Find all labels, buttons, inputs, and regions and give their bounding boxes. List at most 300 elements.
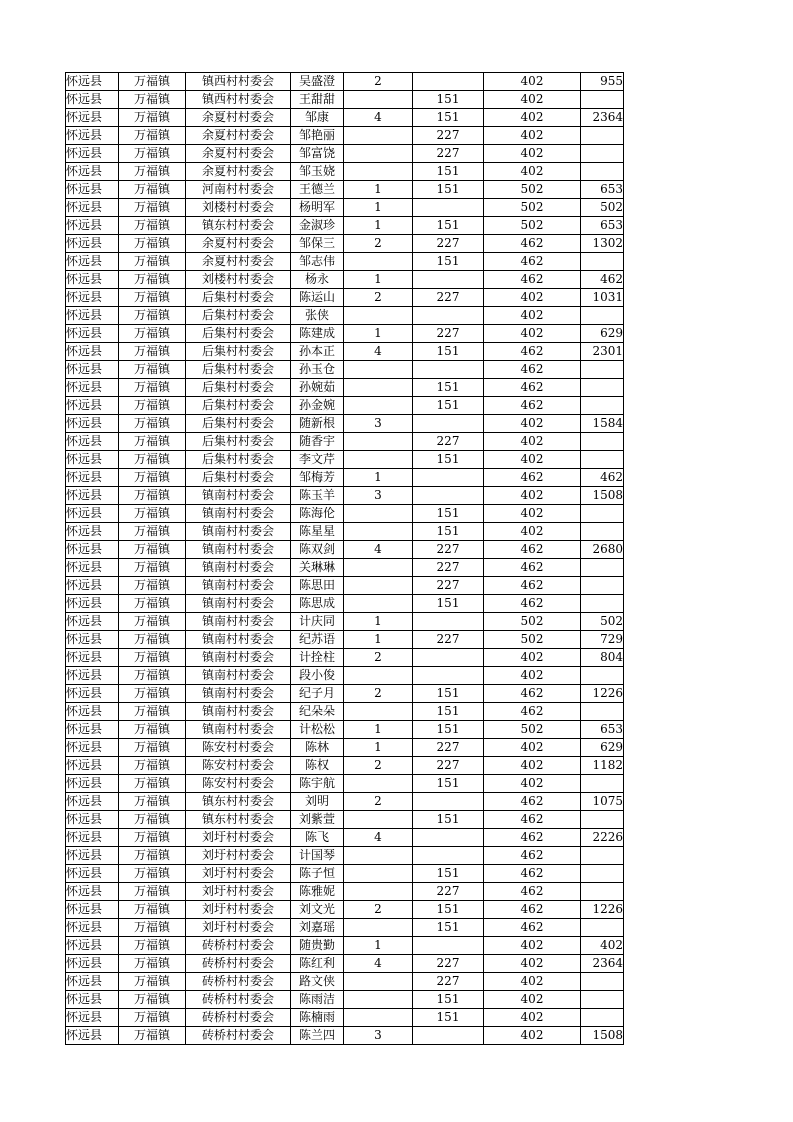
town-cell: 万福镇: [119, 595, 186, 613]
total-cell: [581, 991, 624, 1009]
county-cell: 怀远县: [66, 991, 119, 1009]
count-cell: 2: [344, 289, 413, 307]
amount-a-cell: [413, 307, 484, 325]
town-cell: 万福镇: [119, 343, 186, 361]
count-cell: 4: [344, 109, 413, 127]
total-cell: 2364: [581, 109, 624, 127]
name-cell: 陈林: [291, 739, 344, 757]
table-row: [66, 235, 624, 253]
village-cell: 镇南村村委会: [186, 703, 291, 721]
county-cell: 怀远县: [66, 73, 119, 91]
table-row: [66, 361, 624, 379]
amount-b-cell: 462: [484, 253, 581, 271]
total-cell: [581, 973, 624, 991]
table-row: [66, 379, 624, 397]
amount-b-cell: 462: [484, 919, 581, 937]
count-cell: [344, 703, 413, 721]
count-cell: [344, 973, 413, 991]
amount-b-cell: 402: [484, 739, 581, 757]
total-cell: [581, 811, 624, 829]
county-cell: 怀远县: [66, 91, 119, 109]
amount-a-cell: [413, 667, 484, 685]
table-row: [66, 541, 624, 559]
name-cell: 孙玉仓: [291, 361, 344, 379]
county-cell: 怀远县: [66, 937, 119, 955]
amount-a-cell: 151: [413, 1009, 484, 1027]
amount-b-cell: 462: [484, 883, 581, 901]
town-cell: 万福镇: [119, 973, 186, 991]
county-cell: 怀远县: [66, 541, 119, 559]
county-cell: 怀远县: [66, 973, 119, 991]
name-cell: 陈宇航: [291, 775, 344, 793]
name-cell: 邹玉娆: [291, 163, 344, 181]
amount-b-cell: 402: [484, 523, 581, 541]
village-cell: 陈安村村委会: [186, 757, 291, 775]
table-row: [66, 595, 624, 613]
amount-a-cell: [413, 613, 484, 631]
name-cell: 刘紫萱: [291, 811, 344, 829]
amount-b-cell: 502: [484, 721, 581, 739]
county-cell: 怀远县: [66, 523, 119, 541]
name-cell: 刘明: [291, 793, 344, 811]
town-cell: 万福镇: [119, 559, 186, 577]
total-cell: 462: [581, 271, 624, 289]
town-cell: 万福镇: [119, 415, 186, 433]
town-cell: 万福镇: [119, 217, 186, 235]
name-cell: 邹梅芳: [291, 469, 344, 487]
county-cell: 怀远县: [66, 685, 119, 703]
name-cell: 孙金婉: [291, 397, 344, 415]
village-cell: 后集村村委会: [186, 415, 291, 433]
amount-b-cell: 462: [484, 235, 581, 253]
amount-a-cell: 151: [413, 91, 484, 109]
count-cell: [344, 91, 413, 109]
town-cell: 万福镇: [119, 721, 186, 739]
town-cell: 万福镇: [119, 1009, 186, 1027]
count-cell: 1: [344, 217, 413, 235]
amount-a-cell: [413, 793, 484, 811]
county-cell: 怀远县: [66, 217, 119, 235]
total-cell: 1302: [581, 235, 624, 253]
amount-a-cell: [413, 847, 484, 865]
village-cell: 刘圩村村委会: [186, 829, 291, 847]
amount-a-cell: [413, 1027, 484, 1045]
amount-b-cell: 462: [484, 865, 581, 883]
total-cell: 804: [581, 649, 624, 667]
amount-a-cell: 227: [413, 631, 484, 649]
village-cell: 后集村村委会: [186, 397, 291, 415]
village-cell: 后集村村委会: [186, 361, 291, 379]
county-cell: 怀远县: [66, 181, 119, 199]
village-cell: 刘圩村村委会: [186, 901, 291, 919]
amount-b-cell: 462: [484, 343, 581, 361]
county-cell: 怀远县: [66, 397, 119, 415]
name-cell: 路文侠: [291, 973, 344, 991]
name-cell: 邹康: [291, 109, 344, 127]
village-cell: 余夏村村委会: [186, 145, 291, 163]
name-cell: 陈建成: [291, 325, 344, 343]
amount-a-cell: [413, 361, 484, 379]
total-cell: [581, 433, 624, 451]
amount-a-cell: 151: [413, 505, 484, 523]
name-cell: 邹艳丽: [291, 127, 344, 145]
name-cell: 计拴柱: [291, 649, 344, 667]
total-cell: [581, 703, 624, 721]
total-cell: 2680: [581, 541, 624, 559]
amount-b-cell: 402: [484, 433, 581, 451]
amount-b-cell: 402: [484, 667, 581, 685]
amount-a-cell: 227: [413, 955, 484, 973]
county-cell: 怀远县: [66, 361, 119, 379]
name-cell: 纪苏语: [291, 631, 344, 649]
count-cell: 4: [344, 541, 413, 559]
count-cell: [344, 775, 413, 793]
amount-b-cell: 402: [484, 163, 581, 181]
county-cell: 怀远县: [66, 829, 119, 847]
count-cell: 2: [344, 901, 413, 919]
village-cell: 镇南村村委会: [186, 559, 291, 577]
amount-a-cell: [413, 415, 484, 433]
count-cell: [344, 253, 413, 271]
village-cell: 镇南村村委会: [186, 541, 291, 559]
amount-b-cell: 402: [484, 91, 581, 109]
count-cell: [344, 595, 413, 613]
county-cell: 怀远县: [66, 919, 119, 937]
total-cell: [581, 163, 624, 181]
county-cell: 怀远县: [66, 595, 119, 613]
table-row: [66, 343, 624, 361]
county-cell: 怀远县: [66, 631, 119, 649]
amount-b-cell: 462: [484, 901, 581, 919]
town-cell: 万福镇: [119, 919, 186, 937]
amount-b-cell: 502: [484, 631, 581, 649]
town-cell: 万福镇: [119, 811, 186, 829]
count-cell: [344, 577, 413, 595]
amount-a-cell: 227: [413, 559, 484, 577]
amount-a-cell: 151: [413, 163, 484, 181]
total-cell: 2226: [581, 829, 624, 847]
town-cell: 万福镇: [119, 163, 186, 181]
name-cell: 陈楠雨: [291, 1009, 344, 1027]
count-cell: 3: [344, 415, 413, 433]
county-cell: 怀远县: [66, 775, 119, 793]
village-cell: 河南村村委会: [186, 181, 291, 199]
county-cell: 怀远县: [66, 649, 119, 667]
county-cell: 怀远县: [66, 739, 119, 757]
table-row: [66, 919, 624, 937]
village-cell: 镇南村村委会: [186, 721, 291, 739]
county-cell: 怀远县: [66, 271, 119, 289]
count-cell: 1: [344, 181, 413, 199]
village-cell: 后集村村委会: [186, 433, 291, 451]
total-cell: 1182: [581, 757, 624, 775]
amount-b-cell: 462: [484, 811, 581, 829]
total-cell: 653: [581, 181, 624, 199]
amount-a-cell: [413, 937, 484, 955]
town-cell: 万福镇: [119, 577, 186, 595]
amount-b-cell: 502: [484, 181, 581, 199]
count-cell: 4: [344, 343, 413, 361]
village-cell: 镇南村村委会: [186, 667, 291, 685]
count-cell: [344, 127, 413, 145]
county-cell: 怀远县: [66, 343, 119, 361]
amount-b-cell: 402: [484, 307, 581, 325]
amount-b-cell: 462: [484, 685, 581, 703]
amount-a-cell: 151: [413, 721, 484, 739]
table-row: [66, 271, 624, 289]
total-cell: 1508: [581, 1027, 624, 1045]
town-cell: 万福镇: [119, 109, 186, 127]
total-cell: [581, 883, 624, 901]
total-cell: 502: [581, 613, 624, 631]
town-cell: 万福镇: [119, 73, 186, 91]
county-cell: 怀远县: [66, 721, 119, 739]
count-cell: 2: [344, 757, 413, 775]
table-row: [66, 685, 624, 703]
table-row: [66, 865, 624, 883]
amount-b-cell: 402: [484, 289, 581, 307]
table-row: [66, 505, 624, 523]
town-cell: 万福镇: [119, 487, 186, 505]
county-cell: 怀远县: [66, 667, 119, 685]
county-cell: 怀远县: [66, 613, 119, 631]
table-row: [66, 757, 624, 775]
table-row: [66, 397, 624, 415]
village-cell: 陈安村村委会: [186, 739, 291, 757]
amount-b-cell: 402: [484, 127, 581, 145]
name-cell: 王甜甜: [291, 91, 344, 109]
county-cell: 怀远县: [66, 811, 119, 829]
town-cell: 万福镇: [119, 937, 186, 955]
table-row: [66, 415, 624, 433]
amount-b-cell: 462: [484, 595, 581, 613]
total-cell: [581, 775, 624, 793]
town-cell: 万福镇: [119, 505, 186, 523]
county-cell: 怀远县: [66, 487, 119, 505]
name-cell: 陈子恒: [291, 865, 344, 883]
amount-b-cell: 462: [484, 847, 581, 865]
total-cell: 1584: [581, 415, 624, 433]
total-cell: 653: [581, 721, 624, 739]
amount-a-cell: 151: [413, 685, 484, 703]
table-row: [66, 289, 624, 307]
village-cell: 镇东村村委会: [186, 217, 291, 235]
amount-a-cell: 151: [413, 523, 484, 541]
amount-a-cell: 151: [413, 217, 484, 235]
name-cell: 陈思成: [291, 595, 344, 613]
town-cell: 万福镇: [119, 1027, 186, 1045]
total-cell: 402: [581, 937, 624, 955]
amount-b-cell: 402: [484, 955, 581, 973]
count-cell: 1: [344, 199, 413, 217]
total-cell: 629: [581, 325, 624, 343]
village-cell: 镇东村村委会: [186, 811, 291, 829]
table-row: [66, 847, 624, 865]
amount-a-cell: 151: [413, 253, 484, 271]
county-cell: 怀远县: [66, 451, 119, 469]
village-cell: 余夏村村委会: [186, 235, 291, 253]
amount-b-cell: 402: [484, 1027, 581, 1045]
amount-a-cell: 227: [413, 541, 484, 559]
amount-a-cell: 151: [413, 343, 484, 361]
town-cell: 万福镇: [119, 271, 186, 289]
name-cell: 陈飞: [291, 829, 344, 847]
count-cell: [344, 883, 413, 901]
name-cell: 陈运山: [291, 289, 344, 307]
town-cell: 万福镇: [119, 757, 186, 775]
town-cell: 万福镇: [119, 523, 186, 541]
total-cell: [581, 595, 624, 613]
name-cell: 随香宇: [291, 433, 344, 451]
amount-a-cell: 151: [413, 109, 484, 127]
town-cell: 万福镇: [119, 703, 186, 721]
table-row: [66, 631, 624, 649]
total-cell: 955: [581, 73, 624, 91]
table-row: [66, 127, 624, 145]
count-cell: 2: [344, 793, 413, 811]
amount-a-cell: [413, 649, 484, 667]
town-cell: 万福镇: [119, 901, 186, 919]
table-row: [66, 325, 624, 343]
total-cell: [581, 577, 624, 595]
count-cell: 4: [344, 829, 413, 847]
name-cell: 杨永: [291, 271, 344, 289]
table-row: [66, 91, 624, 109]
count-cell: [344, 811, 413, 829]
name-cell: 计松松: [291, 721, 344, 739]
table-row: [66, 829, 624, 847]
table-row: [66, 559, 624, 577]
amount-a-cell: 151: [413, 703, 484, 721]
table-row: [66, 883, 624, 901]
count-cell: 2: [344, 235, 413, 253]
town-cell: 万福镇: [119, 91, 186, 109]
name-cell: 段小俊: [291, 667, 344, 685]
amount-a-cell: 227: [413, 235, 484, 253]
amount-a-cell: 151: [413, 379, 484, 397]
count-cell: 1: [344, 739, 413, 757]
town-cell: 万福镇: [119, 631, 186, 649]
total-cell: 1508: [581, 487, 624, 505]
amount-a-cell: [413, 271, 484, 289]
table-row: [66, 577, 624, 595]
table-row: [66, 811, 624, 829]
county-cell: 怀远县: [66, 847, 119, 865]
amount-a-cell: 227: [413, 739, 484, 757]
town-cell: 万福镇: [119, 253, 186, 271]
name-cell: 陈星星: [291, 523, 344, 541]
amount-a-cell: [413, 829, 484, 847]
table-row: [66, 937, 624, 955]
table-row: [66, 901, 624, 919]
name-cell: 陈权: [291, 757, 344, 775]
table-row: [66, 451, 624, 469]
amount-b-cell: 462: [484, 469, 581, 487]
county-cell: 怀远县: [66, 145, 119, 163]
table-row: [66, 667, 624, 685]
table-row: [66, 739, 624, 757]
county-cell: 怀远县: [66, 253, 119, 271]
town-cell: 万福镇: [119, 145, 186, 163]
village-cell: 砖桥村村委会: [186, 955, 291, 973]
amount-a-cell: 151: [413, 595, 484, 613]
village-cell: 陈安村村委会: [186, 775, 291, 793]
amount-a-cell: 151: [413, 811, 484, 829]
name-cell: 邹保三: [291, 235, 344, 253]
name-cell: 邹志伟: [291, 253, 344, 271]
name-cell: 杨明军: [291, 199, 344, 217]
total-cell: [581, 361, 624, 379]
spreadsheet-page: [65, 72, 624, 1045]
table-row: [66, 703, 624, 721]
amount-a-cell: 227: [413, 973, 484, 991]
amount-b-cell: 402: [484, 325, 581, 343]
town-cell: 万福镇: [119, 469, 186, 487]
amount-a-cell: 151: [413, 451, 484, 469]
table-row: [66, 955, 624, 973]
village-cell: 后集村村委会: [186, 325, 291, 343]
county-cell: 怀远县: [66, 433, 119, 451]
county-cell: 怀远县: [66, 469, 119, 487]
name-cell: 陈玉羊: [291, 487, 344, 505]
village-cell: 砖桥村村委会: [186, 991, 291, 1009]
total-cell: [581, 397, 624, 415]
village-cell: 镇南村村委会: [186, 613, 291, 631]
count-cell: 2: [344, 649, 413, 667]
village-cell: 刘圩村村委会: [186, 865, 291, 883]
table-row: [66, 793, 624, 811]
amount-a-cell: 151: [413, 181, 484, 199]
total-cell: [581, 505, 624, 523]
total-cell: 502: [581, 199, 624, 217]
table-row: [66, 217, 624, 235]
count-cell: 3: [344, 487, 413, 505]
town-cell: 万福镇: [119, 847, 186, 865]
village-cell: 镇南村村委会: [186, 685, 291, 703]
table-row: [66, 433, 624, 451]
village-cell: 砖桥村村委会: [186, 1009, 291, 1027]
amount-b-cell: 462: [484, 397, 581, 415]
amount-a-cell: 151: [413, 991, 484, 1009]
village-cell: 砖桥村村委会: [186, 937, 291, 955]
total-cell: [581, 523, 624, 541]
amount-b-cell: 402: [484, 487, 581, 505]
amount-a-cell: 227: [413, 757, 484, 775]
amount-b-cell: 462: [484, 541, 581, 559]
count-cell: [344, 1009, 413, 1027]
total-cell: [581, 127, 624, 145]
count-cell: [344, 523, 413, 541]
county-cell: 怀远县: [66, 325, 119, 343]
total-cell: [581, 307, 624, 325]
amount-b-cell: 402: [484, 991, 581, 1009]
town-cell: 万福镇: [119, 379, 186, 397]
amount-a-cell: 227: [413, 883, 484, 901]
town-cell: 万福镇: [119, 181, 186, 199]
village-cell: 后集村村委会: [186, 379, 291, 397]
total-cell: [581, 667, 624, 685]
town-cell: 万福镇: [119, 649, 186, 667]
count-cell: 1: [344, 469, 413, 487]
count-cell: 2: [344, 73, 413, 91]
total-cell: 1031: [581, 289, 624, 307]
village-cell: 刘楼村村委会: [186, 271, 291, 289]
total-cell: [581, 145, 624, 163]
amount-b-cell: 462: [484, 361, 581, 379]
village-cell: 余夏村村委会: [186, 163, 291, 181]
count-cell: [344, 919, 413, 937]
village-cell: 刘圩村村委会: [186, 883, 291, 901]
